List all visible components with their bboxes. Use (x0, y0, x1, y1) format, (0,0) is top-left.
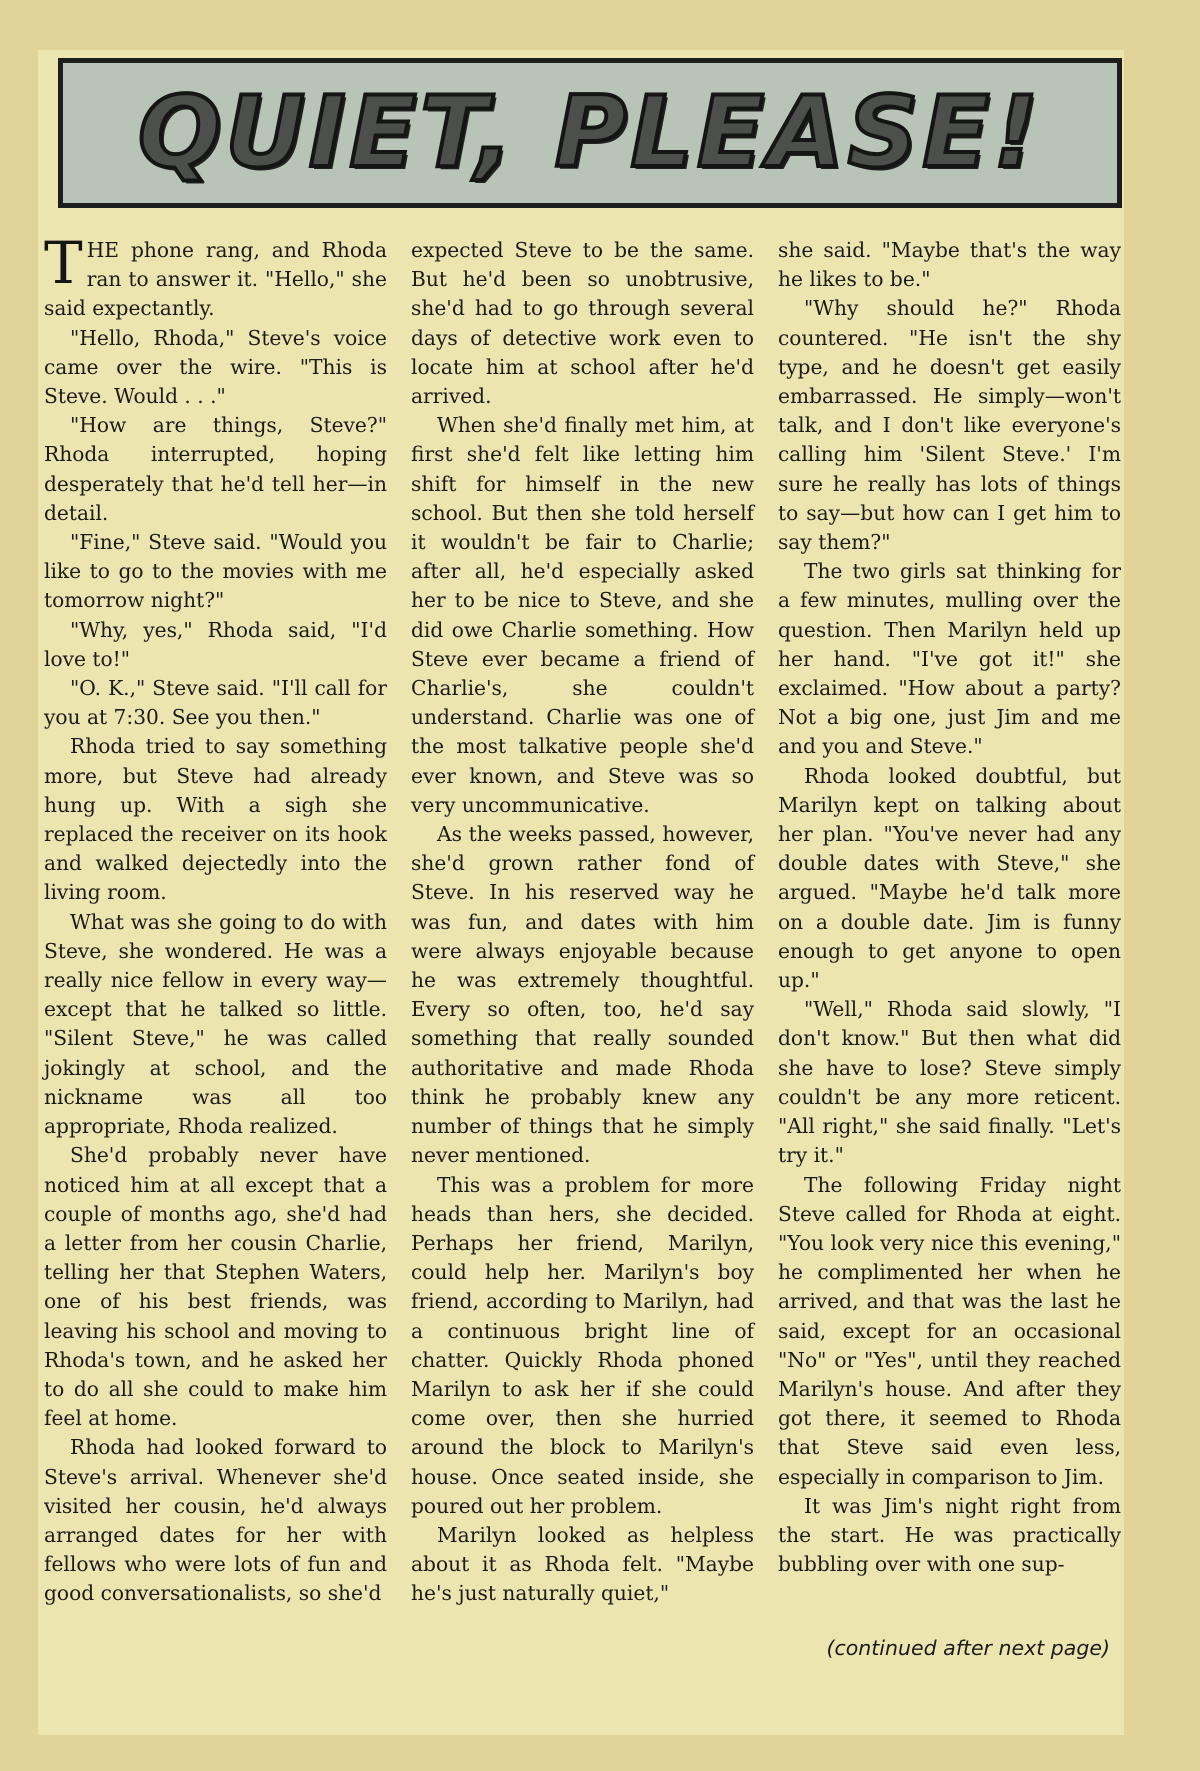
story-title: QUIET, PLEASE! (137, 76, 1043, 190)
paragraph: Rhoda tried to say something more, but Steve had already hung up. With a sigh she replaced the receiver on its hook and walked dejectedly into the living room. (44, 734, 387, 905)
paragraph: She'd probably never have noticed him at all except that a couple of months ago, she'd had a letter from her cousin Charlie, telling her that Stephen Waters, one of his best friends, was leaving his school and moving to Rhoda's town, and he asked her to do all she could to make him feel at home. (44, 1143, 387, 1431)
paragraph: What was she going to do with Steve, she wondered. He was a really nice fellow in every way—except that he talked so little. "Silent Steve," he was called jokingly at school, and the nickname was all too appropriate, Rhoda realized. (44, 909, 387, 1139)
text-columns (44, 229, 1122, 1676)
paragraph: When she'd finally met him, at first she'd felt like letting him shift for himself in the new school. But then she told herself it wouldn't be fair to Charlie; after all, he'd especially asked her to be nice to Steve, and she did owe Charlie something. How Steve ever became a friend of Charlie's, she couldn't understand. Charlie was one of the most talkative people she'd ever known, and Steve was so very uncommunicative. (411, 413, 754, 817)
paragraph: "Fine," Steve said. "Would you like to go to the movies with me tomorrow night?" (44, 530, 387, 613)
paragraph: "Why should he?" Rhoda countered. "He isn't the shy type, and he doesn't get easily embarrassed. He simply—won't talk, and I don't like everyone's calling him 'Silent Steve.' I'm sure he really has lots of things to say—but how can I get him to say them?" (778, 296, 1121, 555)
column-3 (778, 236, 1121, 1676)
paragraph: As the weeks passed, however, she'd grown rather fond of Steve. In his reserved way he was fun, and dates with him were always enjoyable because he was extremely thoughtful. Every so often, too, he'd say something that really sounded authoritative and made Rhoda think he probably knew any number of things that he simply never mentioned. (411, 822, 754, 1168)
paragraph: It was Jim's night right from the start. He was practically bubbling over with one sup- (778, 1493, 1121, 1577)
paragraph: expected Steve to be the same. But he'd been so unobtrusive, she'd had to go through several days of detective work even to locate him at school after he'd arrived. (411, 238, 754, 409)
paragraph: "Why, yes," Rhoda said, "I'd love to!" (44, 617, 387, 671)
continued-note: (continued after next page) (826, 1636, 1110, 1660)
paragraph: The two girls sat thinking for a few minutes, mulling over the question. Then Marilyn held up her hand. "I've got it!" she exclaimed. "How about a party? Not a big one, just Jim and me and you and Steve." (778, 559, 1121, 759)
paragraph: Rhoda had looked forward to Steve's arrival. Whenever she'd visited her cousin, he'd always arranged dates for her with fellows who were lots of fun and good conversationalists, so she'd (44, 1435, 387, 1606)
paragraph: Rhoda looked doubtful, but Marilyn kept on talking about her plan. "You've never had any double dates with Steve," she argued. "Maybe he'd talk more on a double date. Jim is funny enough to get anyone to open up." (778, 763, 1121, 993)
paragraph: The following Friday night Steve called for Rhoda at eight. "You look very nice this evening," he complimented her when he arrived, and that was the last he said, except for an occasional "No" or "Yes", until they reached Marilyn's house. And after they got there, it seemed to Rhoda that Steve said even less, especially in comparison to Jim. (778, 1172, 1121, 1489)
paragraph: THE phone rang, and Rhoda ran to answer it. "Hello," she said expectantly. (44, 229, 387, 321)
paragraph: "O. K.," Steve said. "I'll call for you at 7:30. See you then." (44, 676, 387, 730)
paragraph: she said. "Maybe that's the way he likes to be." (778, 238, 1121, 292)
drop-cap: T (44, 229, 83, 297)
paragraph: Marilyn looked as helpless about it as Rhoda felt. "Maybe he's just naturally quiet," (411, 1522, 754, 1606)
paragraph: "Well," Rhoda said slowly, "I don't know." But then what did she have to lose? Steve simply couldn't be any more reticent. "All right," she said finally. "Let's try it." (778, 997, 1121, 1168)
column-1 (44, 229, 387, 1676)
paragraph: "Hello, Rhoda," Steve's voice came over the wire. "This is Steve. Would . . ." (44, 325, 387, 409)
paragraph: This was a problem for more heads than hers, she decided. Perhaps her friend, Marilyn, could help her. Marilyn's boy friend, according to Marilyn, had a continuous bright line of chatter. Quickly Rhoda phoned Marilyn to ask her if she could come over, then she hurried around the block to Marilyn's house. Once seated inside, she poured out her problem. (411, 1172, 754, 1518)
column-2 (411, 236, 754, 1676)
title-banner (58, 58, 1122, 208)
paragraph: "How are things, Steve?" Rhoda interrupted, hoping desperately that he'd tell her—in detail. (44, 413, 387, 525)
